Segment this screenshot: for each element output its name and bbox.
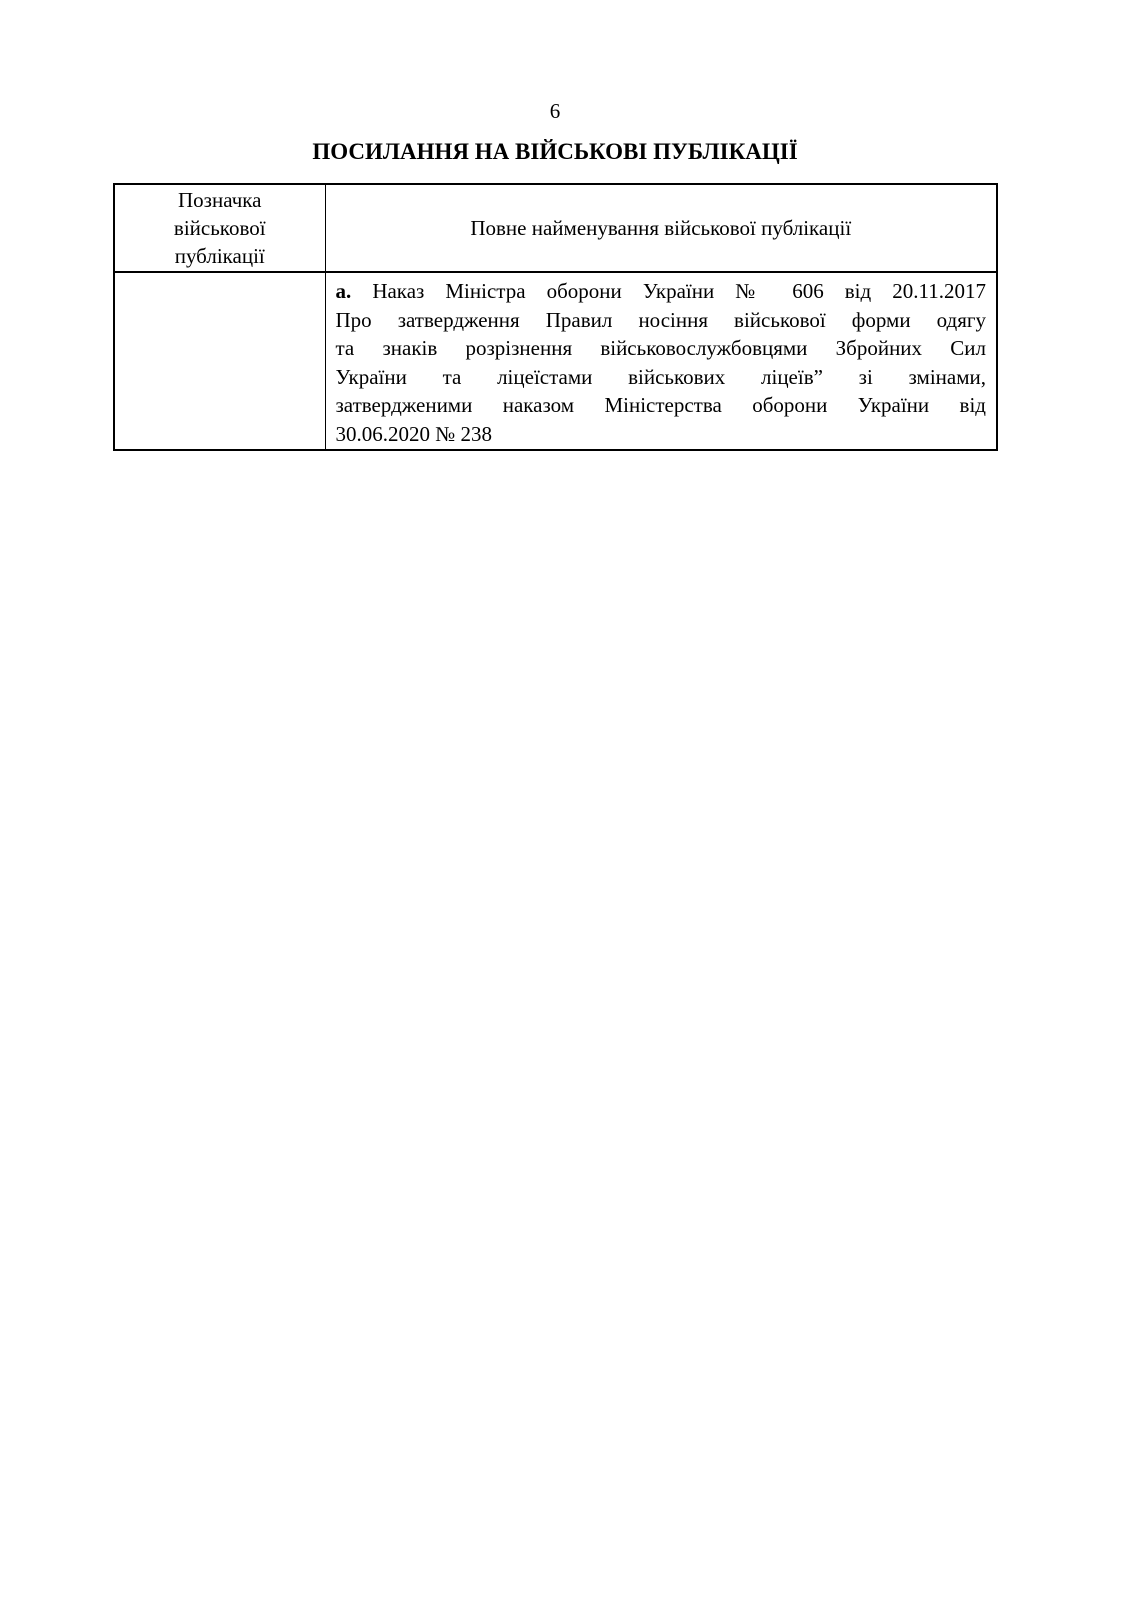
page-number: 6 xyxy=(549,99,561,123)
reference-line: України та ліцеїстами військових ліцеїв” зі змінами, xyxy=(335,364,986,389)
cell-publication-code xyxy=(114,272,325,450)
header-publication-name: Повне найменування військової публікації xyxy=(325,184,997,272)
table-header-row xyxy=(114,184,997,272)
header-publication-code xyxy=(114,184,325,272)
references-table xyxy=(113,183,998,451)
reference-line: затвердженими наказом Міністерства оборони України від xyxy=(335,393,986,417)
reference-line xyxy=(336,277,987,306)
cell-publication-name xyxy=(325,272,997,450)
reference-marker: а. xyxy=(335,279,352,303)
reference-line: Про затвердження Правил носіння військової форми одягу xyxy=(335,307,986,332)
table-row xyxy=(114,272,997,450)
reference-line: 30.06.2020 № 238 xyxy=(335,421,493,446)
header-code-line: публікації xyxy=(174,244,265,268)
reference-line: та знаків розрізнення військовослужбовцями Збройних Сил xyxy=(335,336,986,360)
reference-text: Наказ Міністра оборони України № 606 від 20.11.2017 xyxy=(351,279,986,303)
page-title: ПОСИЛАННЯ НА ВІЙСЬКОВІ ПУБЛІКАЦІЇ xyxy=(312,139,798,164)
header-code-line: Позначка xyxy=(178,188,262,212)
header-code-line: військової xyxy=(173,216,266,240)
